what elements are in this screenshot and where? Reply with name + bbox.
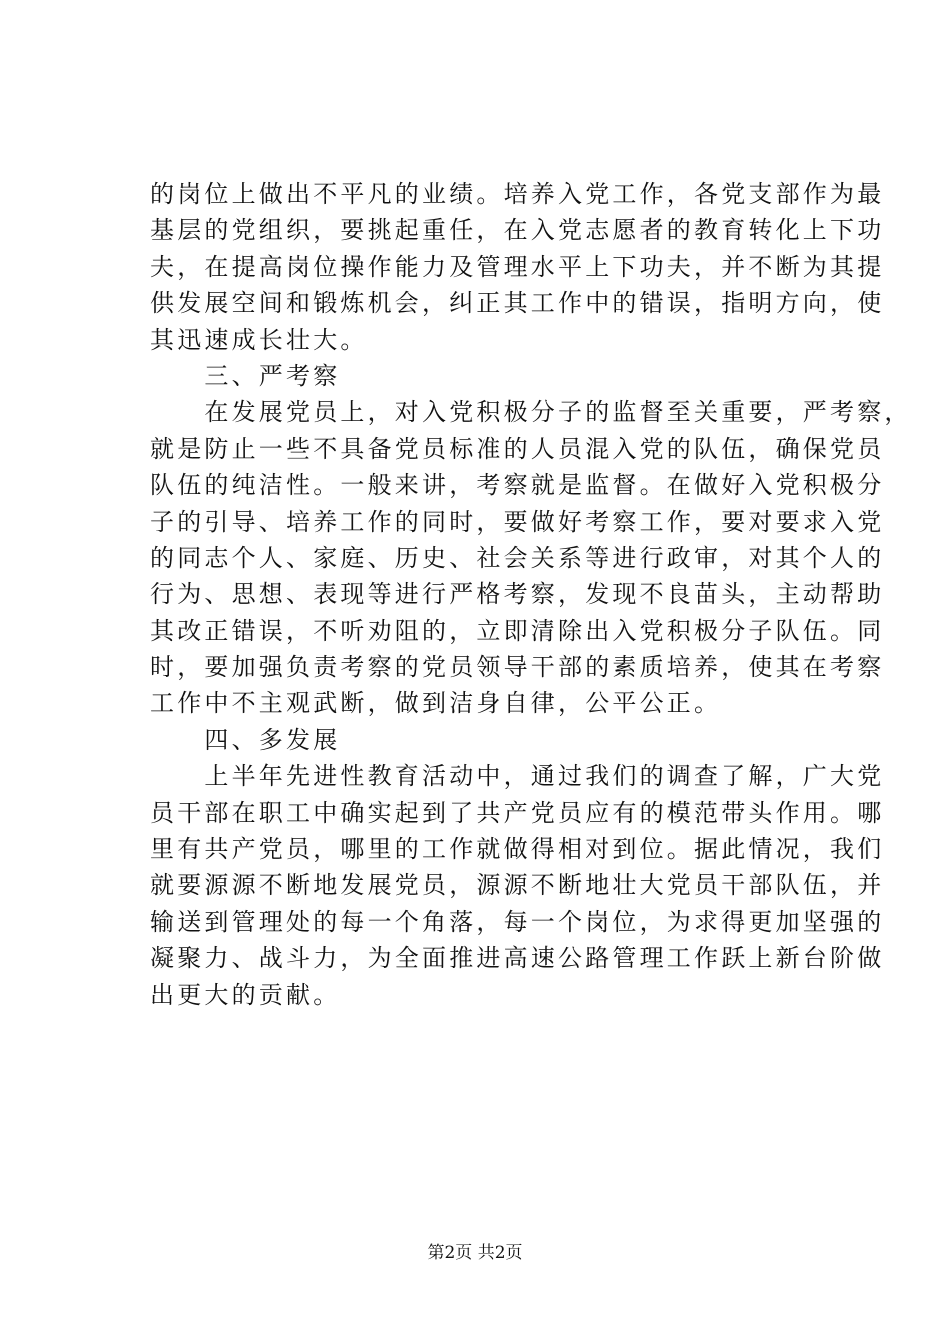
document-body xyxy=(150,176,912,1013)
text-line: 工作中不主观武断，做到洁身自律，公平公正。 xyxy=(150,689,722,718)
text-line: 员干部在职工中确实起到了共产党员应有的模范带头作用。哪 xyxy=(150,798,885,827)
page-number-footer: 第2页 共2页 xyxy=(427,1243,523,1263)
text-line: 就是防止一些不具备党员标准的人员混入党的队伍，确保党员 xyxy=(150,434,885,463)
text-line: 供发展空间和锻炼机会，纠正其工作中的错误，指明方向，使 xyxy=(150,289,885,318)
section-heading: 四、多发展 xyxy=(150,725,341,754)
text-line: 输送到管理处的每一个角落，每一个岗位，为求得更加坚强的 xyxy=(150,907,885,936)
text-line: 的岗位上做出不平凡的业绩。培养入党工作，各党支部作为最 xyxy=(150,180,885,208)
section-heading: 三、严考察 xyxy=(150,361,341,390)
text-line: 就要源源不断地发展党员，源源不断地壮大党员干部队伍，并 xyxy=(150,871,885,900)
text-line: 子的引导、培养工作的同时，要做好考察工作，要对要求入党 xyxy=(150,507,885,536)
text-line: 时，要加强负责考察的党员领导干部的素质培养，使其在考察 xyxy=(150,653,885,682)
text-line: 队伍的纯洁性。一般来讲，考察就是监督。在做好入党积极分 xyxy=(150,471,885,500)
text-line: 的同志个人、家庭、历史、社会关系等进行政审，对其个人的 xyxy=(150,543,885,572)
text-line: 在发展党员上，对入党积极分子的监督至关重要，严考察， xyxy=(150,398,912,427)
text-line: 出更大的贡献。 xyxy=(150,980,341,1009)
text-line: 凝聚力、战斗力，为全面推进高速公路管理工作跃上新台阶做 xyxy=(150,944,885,973)
text-line: 基层的党组织，要挑起重任，在入党志愿者的教育转化上下功 xyxy=(150,216,885,245)
text-line: 其迅速成长壮大。 xyxy=(150,325,368,354)
text-line: 里有共产党员，哪里的工作就做得相对到位。据此情况，我们 xyxy=(150,835,885,864)
text-line: 上半年先进性教育活动中，通过我们的调查了解，广大党 xyxy=(150,762,885,791)
text-line: 行为、思想、表现等进行严格考察，发现不良苗头，主动帮助 xyxy=(150,580,885,609)
text-line: 夫，在提高岗位操作能力及管理水平上下功夫，并不断为其提 xyxy=(150,252,885,281)
text-line: 其改正错误，不听劝阻的，立即清除出入党积极分子队伍。同 xyxy=(150,616,885,645)
